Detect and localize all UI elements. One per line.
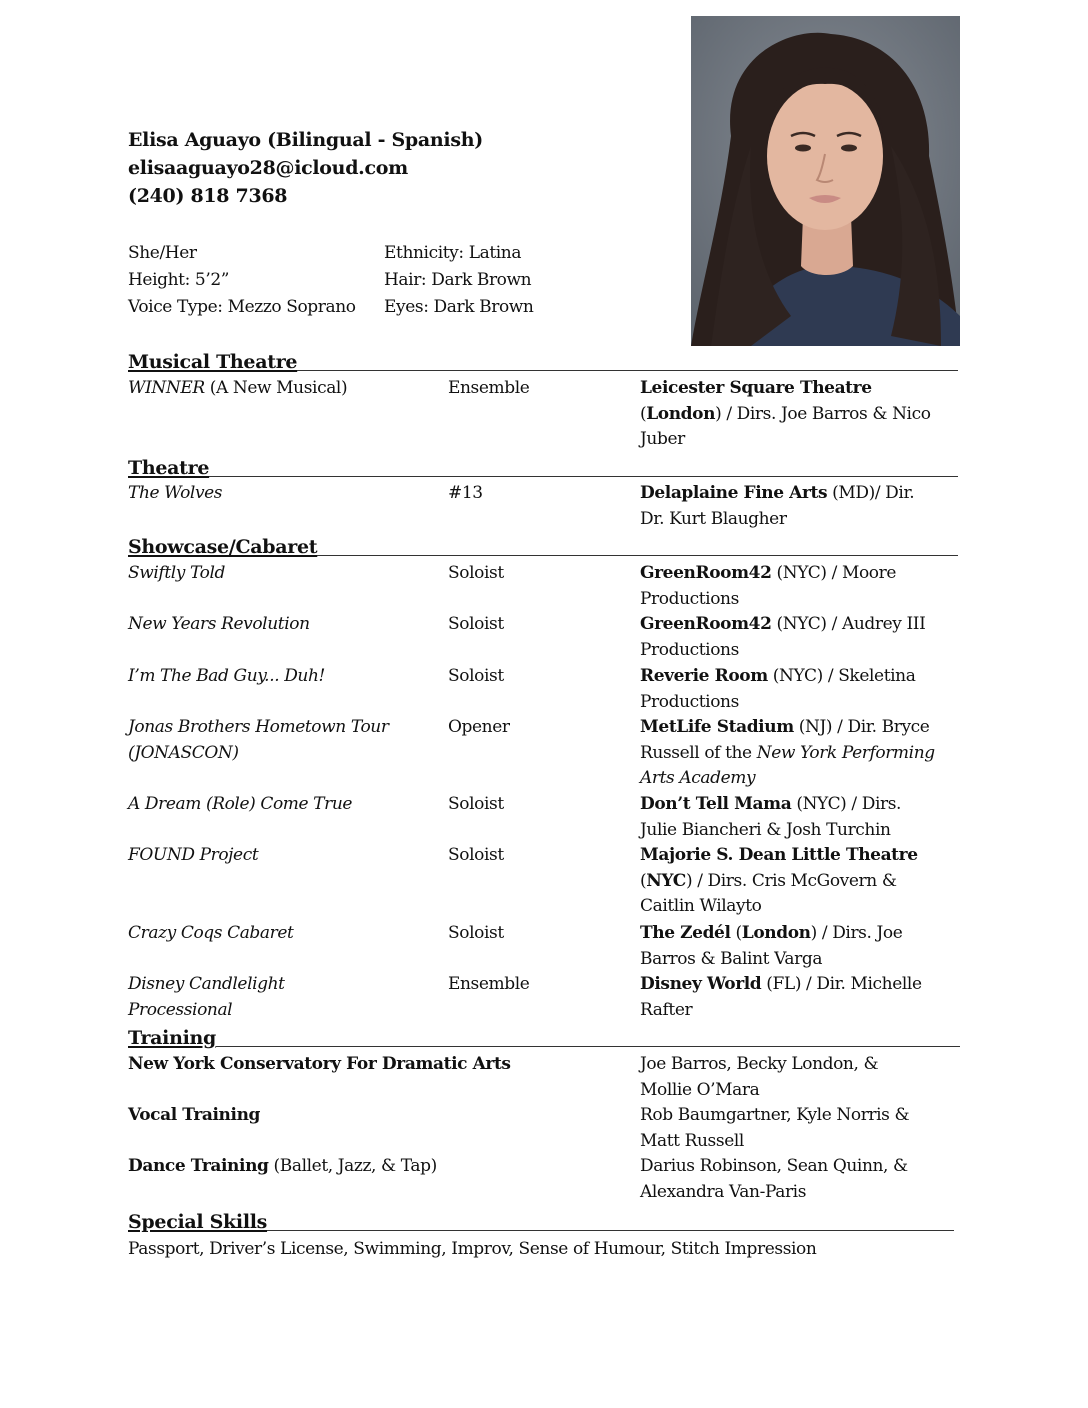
- credit-role: Soloist: [448, 794, 504, 814]
- credit-role: Opener: [448, 717, 510, 737]
- credit-venue: The Zedél (London) / Dirs. Joe Barros & Balint Varga: [640, 923, 903, 969]
- eyes: Eyes: Dark Brown: [384, 297, 534, 317]
- credit-role: Soloist: [448, 563, 504, 583]
- credit-venue: Majorie S. Dean Little Theatre (NYC) / Dirs. Cris McGovern & Caitlin Wilayto: [640, 845, 918, 916]
- actor-name: Elisa Aguayo (Bilingual - Spanish): [128, 129, 483, 151]
- section-rule: [317, 554, 958, 556]
- section-rule: [267, 1229, 954, 1231]
- voice-type: Voice Type: Mezzo Soprano: [128, 297, 356, 317]
- section-title: Training: [128, 1027, 217, 1049]
- credit-role: #13: [448, 483, 483, 503]
- credit-venue: Disney World (FL) / Dir. Michelle Rafter: [640, 974, 922, 1020]
- credit-role: Soloist: [448, 845, 504, 865]
- credit-title: Jonas Brothers Hometown Tour (JONASCON): [128, 717, 389, 763]
- credit-role: Soloist: [448, 614, 504, 634]
- credit-role: Ensemble: [448, 974, 530, 994]
- section-title: Special Skills: [128, 1211, 268, 1233]
- credit-role: Ensemble: [448, 378, 530, 398]
- section-title: Theatre: [128, 457, 210, 479]
- section-title: Showcase/Cabaret: [128, 536, 318, 558]
- credit-title: The Wolves: [128, 483, 223, 503]
- training-program: Dance Training (Ballet, Jazz, & Tap): [128, 1156, 437, 1176]
- training-program: New York Conservatory For Dramatic Arts: [128, 1054, 511, 1074]
- section-showcase-cabaret: [128, 533, 958, 559]
- section-musical-theatre: [128, 348, 958, 374]
- training-teachers: Joe Barros, Becky London, & Mollie O’Mara: [640, 1054, 879, 1100]
- credit-venue: Leicester Square Theatre (London) / Dirs. Joe Barros & Nico Juber: [640, 378, 931, 449]
- section-training: [128, 1024, 960, 1050]
- section-rule: [216, 1045, 960, 1047]
- credit-venue: Delaplaine Fine Arts (MD)/ Dir. Dr. Kurt Blaugher: [640, 483, 915, 529]
- headshot-photo: [691, 16, 960, 346]
- training-program: Vocal Training: [128, 1105, 261, 1125]
- section-rule: [209, 475, 958, 477]
- special-skills-text: Passport, Driver’s License, Swimming, Improv, Sense of Humour, Stitch Impression: [128, 1239, 817, 1259]
- training-teachers: Rob Baumgartner, Kyle Norris & Matt Russell: [640, 1105, 910, 1151]
- credit-role: Soloist: [448, 666, 504, 686]
- section-special-skills: [128, 1208, 954, 1234]
- credit-title: Crazy Coqs Cabaret: [128, 923, 294, 943]
- training-teachers: Darius Robinson, Sean Quinn, & Alexandra Van-Paris: [640, 1156, 908, 1202]
- section-rule: [297, 369, 958, 371]
- credit-venue: GreenRoom42 (NYC) / Moore Productions: [640, 563, 897, 609]
- section-theatre: [128, 454, 958, 480]
- ethnicity: Ethnicity: Latina: [384, 243, 522, 263]
- height: Height: 5’2”: [128, 270, 230, 290]
- credit-title: FOUND Project: [128, 845, 259, 865]
- credit-title: Swiftly Told: [128, 563, 225, 583]
- pronouns: She/Her: [128, 243, 197, 263]
- credit-title: WINNER (A New Musical): [128, 378, 348, 398]
- credit-venue: MetLife Stadium (NJ) / Dir. Bryce Russell of the New York Performing Arts Academy: [640, 717, 935, 788]
- headshot-illustration: [691, 16, 960, 346]
- email: elisaaguayo28@icloud.com: [128, 157, 408, 179]
- credit-title: New Years Revolution: [128, 614, 310, 634]
- hair: Hair: Dark Brown: [384, 270, 532, 290]
- credit-venue: Reverie Room (NYC) / Skeletina Productions: [640, 666, 916, 712]
- phone: (240) 818 7368: [128, 185, 288, 207]
- credit-title: Disney Candlelight Processional: [128, 974, 285, 1020]
- credit-venue: Don’t Tell Mama (NYC) / Dirs. Julie Biancheri & Josh Turchin: [640, 794, 902, 840]
- credit-title: I’m The Bad Guy... Duh!: [128, 666, 325, 686]
- credit-title: A Dream (Role) Come True: [128, 794, 353, 814]
- contact-block: [128, 126, 483, 210]
- credit-role: Soloist: [448, 923, 504, 943]
- section-title: Musical Theatre: [128, 351, 298, 373]
- credit-venue: GreenRoom42 (NYC) / Audrey III Productions: [640, 614, 926, 660]
